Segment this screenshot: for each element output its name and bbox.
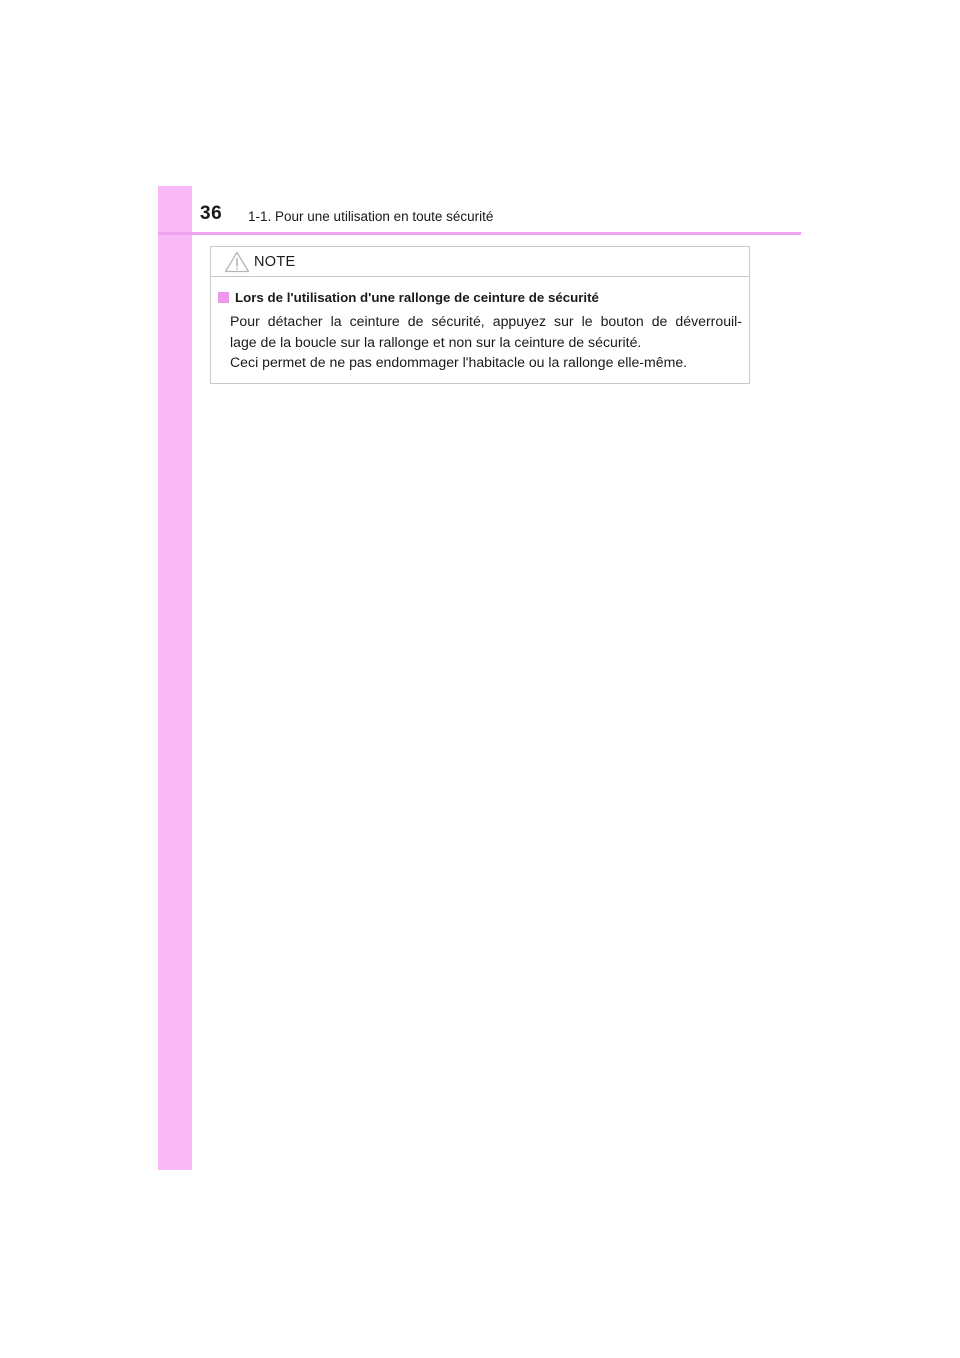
- square-bullet-icon: [218, 292, 229, 303]
- note-body: [230, 311, 742, 373]
- note-item-title: [218, 290, 599, 305]
- section-title: 1-1. Pour une utilisation en toute sécurité: [248, 209, 494, 224]
- note-line: Pour détacher la ceinture de sécurité, appuyez sur le bouton de déverrouil-: [230, 313, 742, 329]
- page-number: 36: [200, 203, 223, 224]
- note-item-title-text: Lors de l'utilisation d'une rallonge de ceinture de sécurité: [235, 290, 599, 305]
- note-line: lage de la boucle sur la rallonge et non sur la ceinture de sécurité.: [230, 333, 642, 350]
- note-header: [211, 247, 749, 277]
- note-label: NOTE: [254, 254, 296, 270]
- note-box: [210, 246, 750, 384]
- warning-triangle-icon: [224, 251, 250, 273]
- chapter-side-tab: [158, 186, 192, 1170]
- header-divider: [158, 232, 801, 235]
- note-line: Ceci permet de ne pas endommager l'habitacle ou la rallonge elle-même.: [230, 354, 688, 370]
